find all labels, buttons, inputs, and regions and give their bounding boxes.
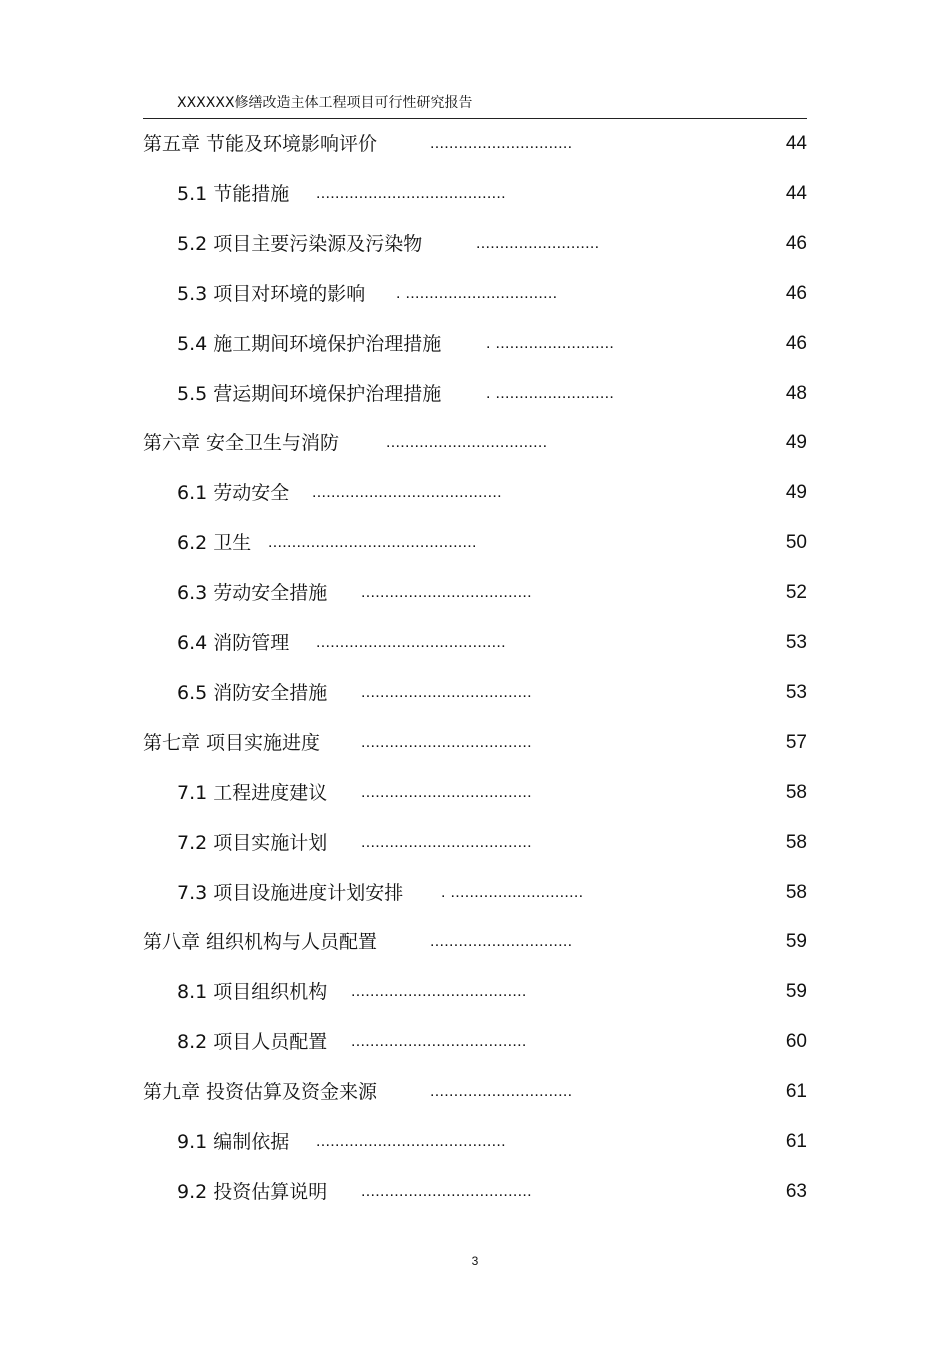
toc-page-number: 61 xyxy=(785,1131,807,1152)
toc-page-number: 59 xyxy=(785,981,807,1003)
toc-dot-leader: ........................................ xyxy=(316,1133,506,1150)
toc-entry-title: 第五章 节能及环境影响评价 xyxy=(143,133,378,155)
toc-page-number: 52 xyxy=(785,582,807,604)
toc-dot-leader: .............................. xyxy=(430,1083,573,1101)
toc-page-number: 53 xyxy=(785,632,807,653)
toc-entry-title: 7.2 项目实施计划 xyxy=(177,831,328,854)
toc-entry-title: 7.3 项目设施进度计划安排 xyxy=(177,881,404,904)
toc-page-number: 46 xyxy=(785,282,807,304)
toc-page-number: 60 xyxy=(785,1031,807,1053)
toc-dot-leader: .............................. xyxy=(430,933,573,951)
toc-dot-leader: . ................................ xyxy=(396,284,558,302)
toc-page-number: 59 xyxy=(785,931,807,953)
toc-entry-title: 5.1 节能措施 xyxy=(177,182,290,205)
toc-entry-title: 9.2 投资估算说明 xyxy=(177,1180,328,1203)
toc-section-row[interactable] xyxy=(0,578,950,608)
toc-page-number: 61 xyxy=(785,1081,807,1103)
toc-section-row[interactable] xyxy=(0,379,950,409)
toc-entry-title: 5.2 项目主要污染源及污染物 xyxy=(177,232,423,255)
toc-entry-title: 第七章 项目实施进度 xyxy=(143,731,321,754)
toc-dot-leader: ........................................ xyxy=(312,484,502,502)
toc-entry-title: 6.4 消防管理 xyxy=(177,632,290,654)
toc-dot-leader: ........................................ xyxy=(316,634,506,651)
toc-entry-title: 9.1 编制依据 xyxy=(177,1131,290,1153)
toc-page-number: 58 xyxy=(785,831,807,853)
toc-section-row[interactable] xyxy=(0,528,950,558)
toc-dot-leader: . ............................ xyxy=(441,883,584,901)
toc-section-row[interactable] xyxy=(0,778,950,808)
toc-dot-leader: . ......................... xyxy=(486,334,615,352)
toc-entry-title: 第八章 组织机构与人员配置 xyxy=(143,931,378,954)
page-number: 3 xyxy=(471,1254,479,1268)
toc-entry-title: 8.2 项目人员配置 xyxy=(177,1031,328,1054)
toc-dot-leader: . ......................... xyxy=(486,384,615,402)
toc-section-row[interactable] xyxy=(0,1177,950,1207)
toc-page-number: 53 xyxy=(785,681,807,703)
toc-page-number: 49 xyxy=(785,432,807,454)
toc-section-row[interactable] xyxy=(0,1127,950,1157)
toc-dot-leader: .................................... xyxy=(361,783,532,801)
toc-page-number: 49 xyxy=(785,482,807,504)
toc-chapter-row[interactable] xyxy=(0,428,950,458)
toc-section-row[interactable] xyxy=(0,478,950,508)
toc-section-row[interactable] xyxy=(0,179,950,209)
toc-chapter-row[interactable] xyxy=(0,728,950,758)
toc-section-row[interactable] xyxy=(0,229,950,259)
toc-chapter-row[interactable] xyxy=(0,927,950,957)
toc-dot-leader: .................................... xyxy=(361,733,532,751)
toc-section-row[interactable] xyxy=(0,678,950,708)
toc-page-number: 44 xyxy=(785,133,807,154)
toc-chapter-row[interactable] xyxy=(0,1077,950,1107)
toc-entry-title: 6.3 劳动安全措施 xyxy=(177,582,328,605)
toc-page-number: 57 xyxy=(785,731,807,753)
toc-page-number: 58 xyxy=(785,881,807,903)
toc-entry-title: 5.3 项目对环境的影响 xyxy=(177,282,366,305)
toc-entry-title: 5.5 营运期间环境保护治理措施 xyxy=(177,382,442,405)
toc-entry-title: 第九章 投资估算及资金来源 xyxy=(143,1081,378,1104)
toc-section-row[interactable] xyxy=(0,329,950,359)
toc-dot-leader: .................................... xyxy=(361,1182,532,1200)
toc-dot-leader: ........................................ xyxy=(316,184,506,202)
toc-page-number: 46 xyxy=(785,232,807,254)
toc-page-number: 50 xyxy=(785,532,807,554)
toc-page-number: 63 xyxy=(785,1180,807,1202)
toc-entry-title: 8.1 项目组织机构 xyxy=(177,981,328,1004)
toc-page-number: 46 xyxy=(785,332,807,354)
document-header-title: XXXXXX修缮改造主体工程项目可行性研究报告 xyxy=(177,95,473,111)
toc-dot-leader: .................................. xyxy=(386,434,548,452)
toc-entry-title: 6.5 消防安全措施 xyxy=(177,681,328,704)
toc-dot-leader: ..................................... xyxy=(351,983,527,1001)
toc-dot-leader: .......................... xyxy=(476,234,600,252)
toc-section-row[interactable] xyxy=(0,279,950,309)
toc-entry-title: 6.2 卫生 xyxy=(177,532,252,555)
toc-page-number: 48 xyxy=(785,382,807,404)
toc-dot-leader: .................................... xyxy=(361,683,532,701)
toc-dot-leader: ..................................... xyxy=(351,1033,527,1051)
toc-entry-title: 7.1 工程进度建议 xyxy=(177,781,328,804)
toc-chapter-row[interactable] xyxy=(0,129,950,159)
toc-dot-leader: .................................... xyxy=(361,584,532,602)
toc-entry-title: 6.1 劳动安全 xyxy=(177,482,290,505)
toc-dot-leader: .................................... xyxy=(361,833,532,851)
toc-section-row[interactable] xyxy=(0,878,950,908)
toc-section-row[interactable] xyxy=(0,828,950,858)
toc-dot-leader: ............................................ xyxy=(268,534,477,552)
toc-page-number: 58 xyxy=(785,781,807,803)
toc-entry-title: 5.4 施工期间环境保护治理措施 xyxy=(177,332,442,355)
toc-page-number: 44 xyxy=(785,182,807,204)
toc-section-row[interactable] xyxy=(0,628,950,658)
toc-dot-leader: .............................. xyxy=(430,135,573,152)
toc-section-row[interactable] xyxy=(0,977,950,1007)
toc-entry-title: 第六章 安全卫生与消防 xyxy=(143,432,340,455)
toc-section-row[interactable] xyxy=(0,1027,950,1057)
